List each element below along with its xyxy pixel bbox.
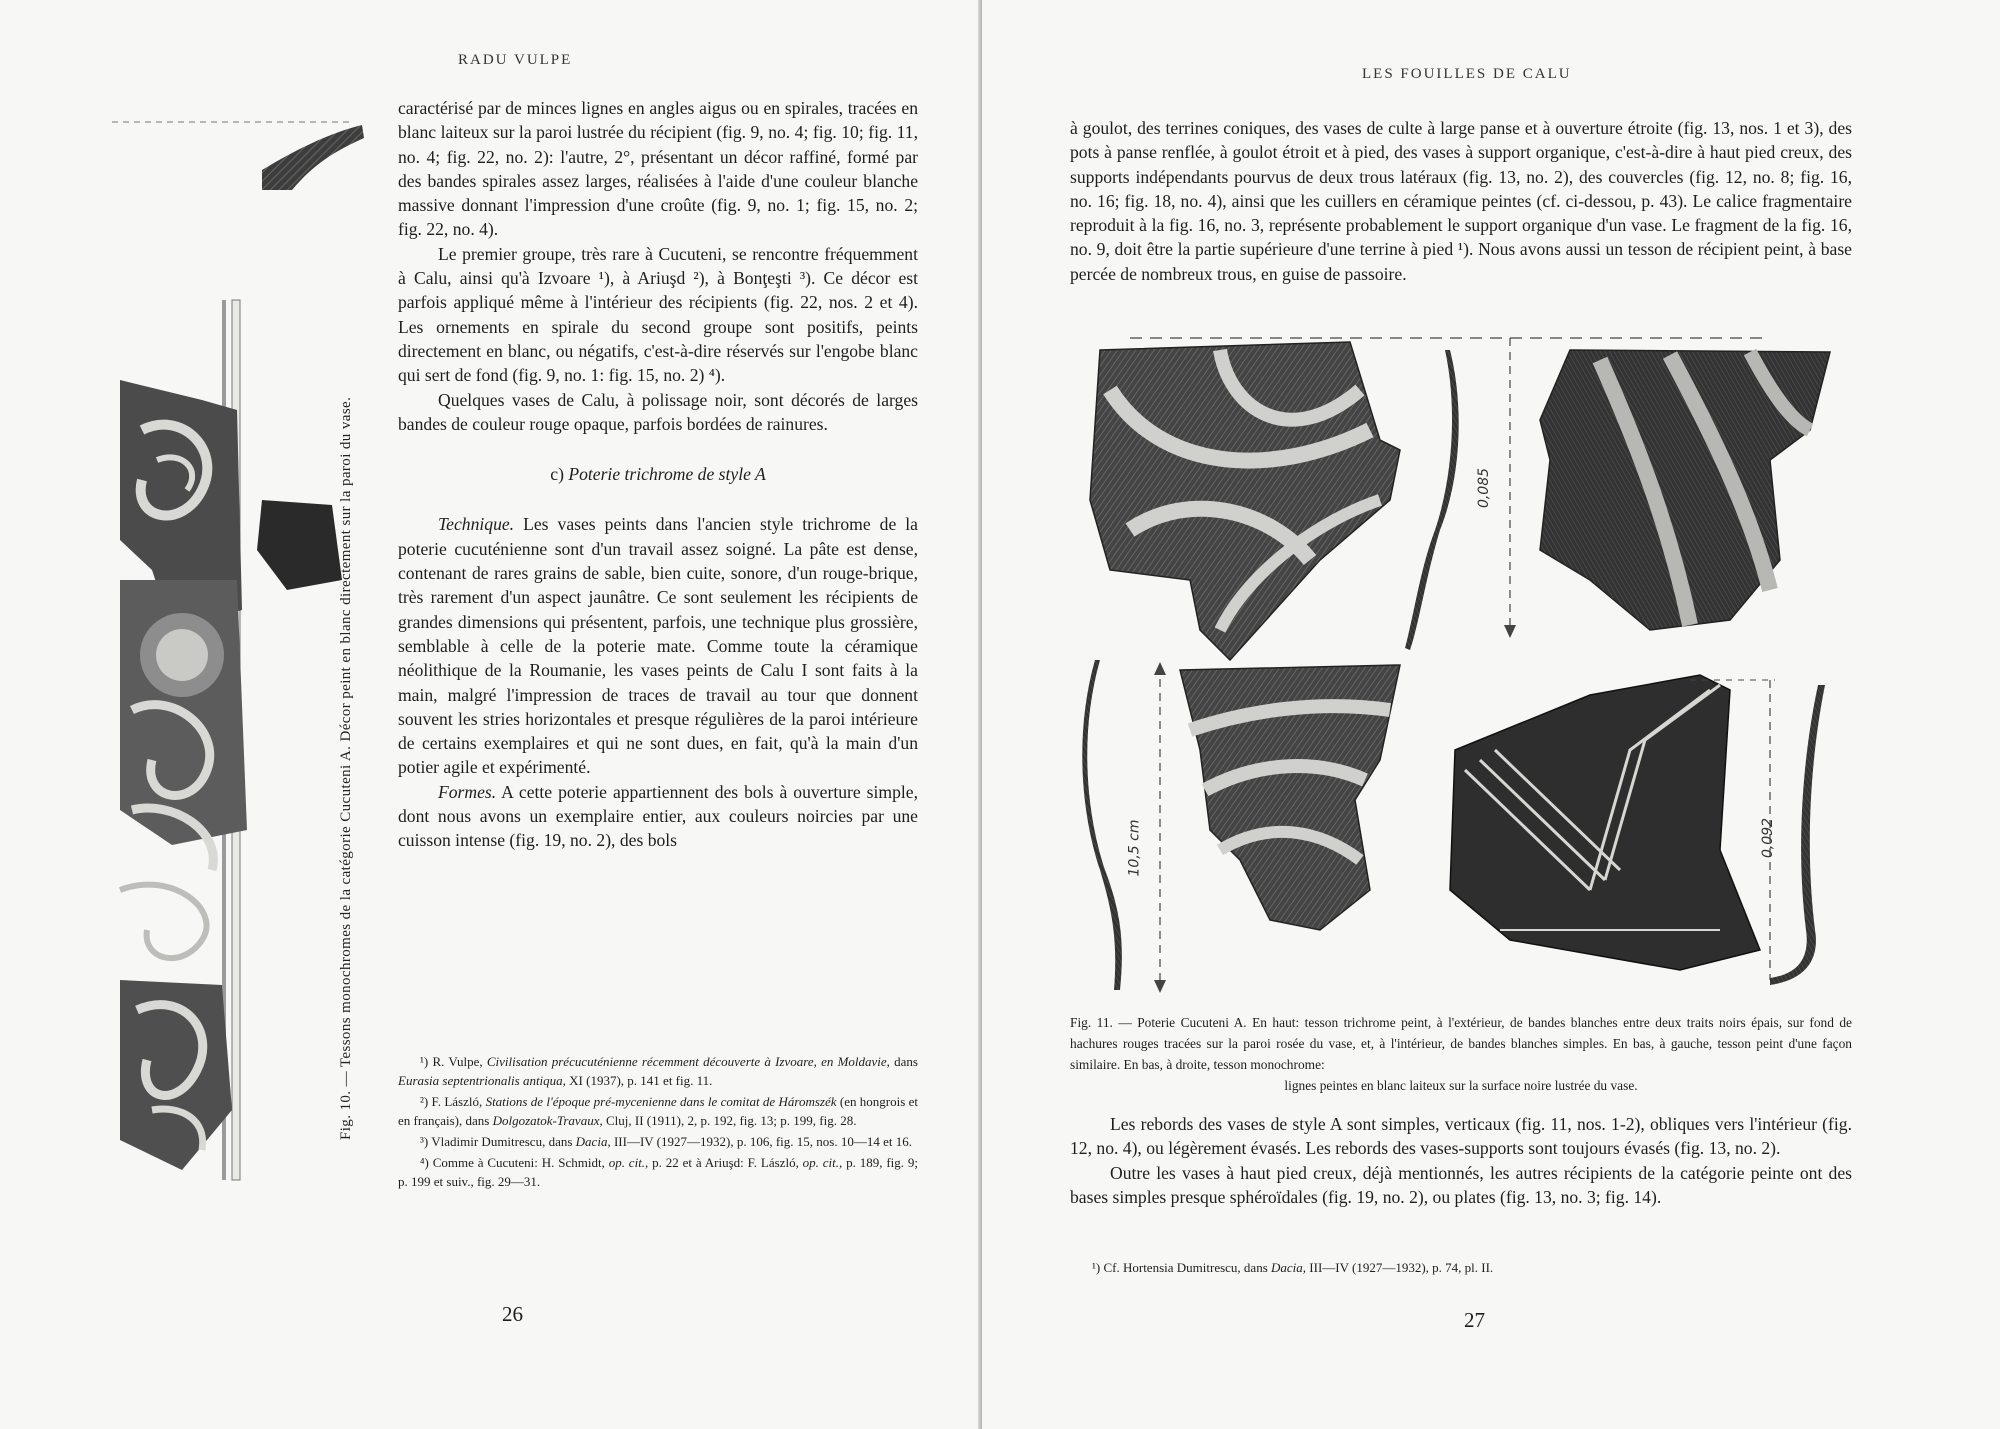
footnote: ⁴) Comme à Cucuteni: H. Schmidt, op. cit., p. 22 et à Ariuşd: F. László, op. cit., p. 189, fig. 9; p. 199 et suiv., fig. 29—31. bbox=[398, 1155, 918, 1189]
paragraph: Formes. A cette poterie appartiennent des bols à ouverture simple, dont nous avons un exemplaire entier, aux couleurs noircies par une cuisson intense (fig. 19, no. 2), des bols bbox=[398, 781, 918, 851]
running-head: RADU VULPE bbox=[458, 52, 573, 68]
figure-10-caption: Fig. 10. — Tessons monochromes de la catégorie Cucuteni A. Décor peint en blanc directement sur la paroi du vase. bbox=[338, 396, 354, 1140]
dimension-label-bottom-left: 10,5 cm bbox=[1126, 819, 1143, 877]
right-footnote bbox=[1070, 1258, 1852, 1279]
dimension-label-top: 0,085 bbox=[1476, 467, 1493, 509]
paragraph: Le premier groupe, très rare à Cucuteni, se rencontre fréquemment à Calu, ainsi qu'à Izvoare ¹), à Ariuşd ²), à Bonţeşti ³). Ce décor est parfois appliqué même à l'intérieur des récipients (fig. 22, nos. 2 et 4). Les ornements en spirale du second groupe sont positifs, peints directement en blanc, ou négatifs, c'est-à-dire réservés sur l'engobe blanc qui sert de fond (fig. 9, no. 1: fig. 15, no. 2) ⁴). bbox=[398, 243, 918, 386]
paragraph: à goulot, des terrines coniques, des vases de culte à large panse et à ouverture étroite (fig. 13, nos. 1 et 3), des pots à panse renflée, à goulot étroit et à pied, des vases à support organique, c'est-à-dire à haut pied creux, des supports indépendants pourvus de deux trous latéraux (fig. 13, no. 2), des couvercles (fig. 12, no. 8; fig. 16, no. 16; fig. 18, no. 4), ainsi que les cuillers en céramique peintes (cf. ci-dessou, p. 43). Le calice fragmentaire reproduit à la fig. 16, no. 3, représente probablement le support organique d'un vase. Le fragment de la fig. 16, no. 9, doit être la partie supérieure d'une terrine à pied ¹). Nous avons aussi un tesson de récipient peint, à base percée de nombreux trous, en guise de passoire. bbox=[1070, 118, 1852, 284]
paragraph: caractérisé par de minces lignes en angles aigus ou en spirales, tracées en blanc laiteux sur la paroi lustrée du récipient (fig. 9, no. 4; fig. 10; fig. 11, no. 4; fig. 22, no. 2): l'autre, 2°, présentant un décor raffiné, formé par des bandes spirales assez larges, réalisées à l'aide d'une couleur blanche massive donnant l'impression d'une croûte (fig. 9, no. 1; fig. 15, no. 2; fig. 22, no. 4). bbox=[398, 98, 918, 240]
section-heading: c) Poterie trichrome de style A bbox=[550, 464, 766, 485]
left-footnotes bbox=[398, 1052, 918, 1193]
left-body-text bbox=[398, 96, 918, 853]
paragraph: Quelques vases de Calu, à polissage noir, sont décorés de larges bandes de couleur rouge opaque, parfois bordées de rainures. bbox=[398, 389, 918, 434]
figure-11-sherd-drawings bbox=[1070, 330, 1870, 1002]
paragraph: Outre les vases à haut pied creux, déjà mentionnés, les autres récipients de la catégorie peinte ont des bases simples presque sphéroïdales (fig. 19, no. 2), ou plates (fig. 13, no. 3; fig. 14). bbox=[1070, 1162, 1852, 1207]
figure-10-sherd-drawing bbox=[112, 110, 367, 1250]
footnote: ²) F. László, Stations de l'époque pré-mycenienne dans le comitat de Háromszék (en hongrois et en français), dans Dolgozatok-Travaux, Cluj, II (1911), 2, p. 192, fig. 13; p. 199, fig. 28. bbox=[398, 1094, 918, 1128]
right-intro-text bbox=[1070, 116, 1852, 286]
right-page bbox=[982, 0, 2000, 1429]
running-head: LES FOUILLES DE CALU bbox=[1362, 66, 1572, 82]
figure-11-caption bbox=[1070, 1012, 1852, 1096]
footnote: ³) Vladimir Dumitrescu, dans Dacia, III—IV (1927—1932), p. 106, fig. 15, nos. 10—14 et 16. bbox=[420, 1134, 912, 1149]
page-number: 26 bbox=[502, 1302, 523, 1326]
dimension-label-bottom-right: 0,092 bbox=[1760, 817, 1777, 859]
left-page bbox=[0, 0, 982, 1429]
page-number: 27 bbox=[1464, 1308, 1485, 1332]
paragraph: Technique. Les vases peints dans l'ancien style trichrome de la poterie cucuténienne sont d'un travail assez soigné. La pâte est dense, contenant de rares grains de sable, bien cuite, sonore, d'un rouge-brique, très rarement d'un aspect jaunâtre. Ce sont seulement les récipients de grandes dimensions qui présentent, parfois, une technique plus grossière, semblable à celle de la poterie mate. Comme toute la céramique néolithique de la Roumanie, les vases peints de Calu I sont faits à la main, malgré l'impression de traces de travail au tour que donnent souvent les stries horizontales et presque régulières de la paroi intérieure de certains exemplaires et qui ne sont dues, en fait, qu'à la main d'un potier agile et expérimenté. bbox=[398, 514, 918, 778]
figure-11-caption-text: Fig. 11. — Poterie Cucuteni A. En haut: tesson trichrome peint, à l'extérieur, de bandes blanches entre deux traits noirs épais, sur fond de hachures rouges tracées sur la paroi rosée du vase, et, à l'intérieur, de bandes blanches simples. En bas, à gauche, tesson peint d'une façon similaire. En bas, à droite, tesson monochrome: bbox=[1070, 1015, 1852, 1072]
footnote: ¹) R. Vulpe, Civilisation précucuténienne récemment découverte à Izvoare, en Moldavie, dans Eurasia septentrionalis antiqua, XI (1937), p. 141 et fig. 11. bbox=[398, 1054, 918, 1088]
paragraph: Les rebords des vases de style A sont simples, verticaux (fig. 11, nos. 1-2), obliques vers l'intérieur (fig. 12, no. 4), ou légèrement évasés. Les rebords des vases-supports sont toujours évasés (fig. 13, no. 2). bbox=[1070, 1114, 1852, 1159]
right-body-text bbox=[1070, 1112, 1852, 1209]
footnote: ¹) Cf. Hortensia Dumitrescu, dans Dacia, III—IV (1927—1932), p. 74, pl. II. bbox=[1092, 1260, 1494, 1275]
figure-11-caption-last: lignes peintes en blanc laiteux sur la surface noire lustrée du vase. bbox=[1284, 1078, 1638, 1093]
